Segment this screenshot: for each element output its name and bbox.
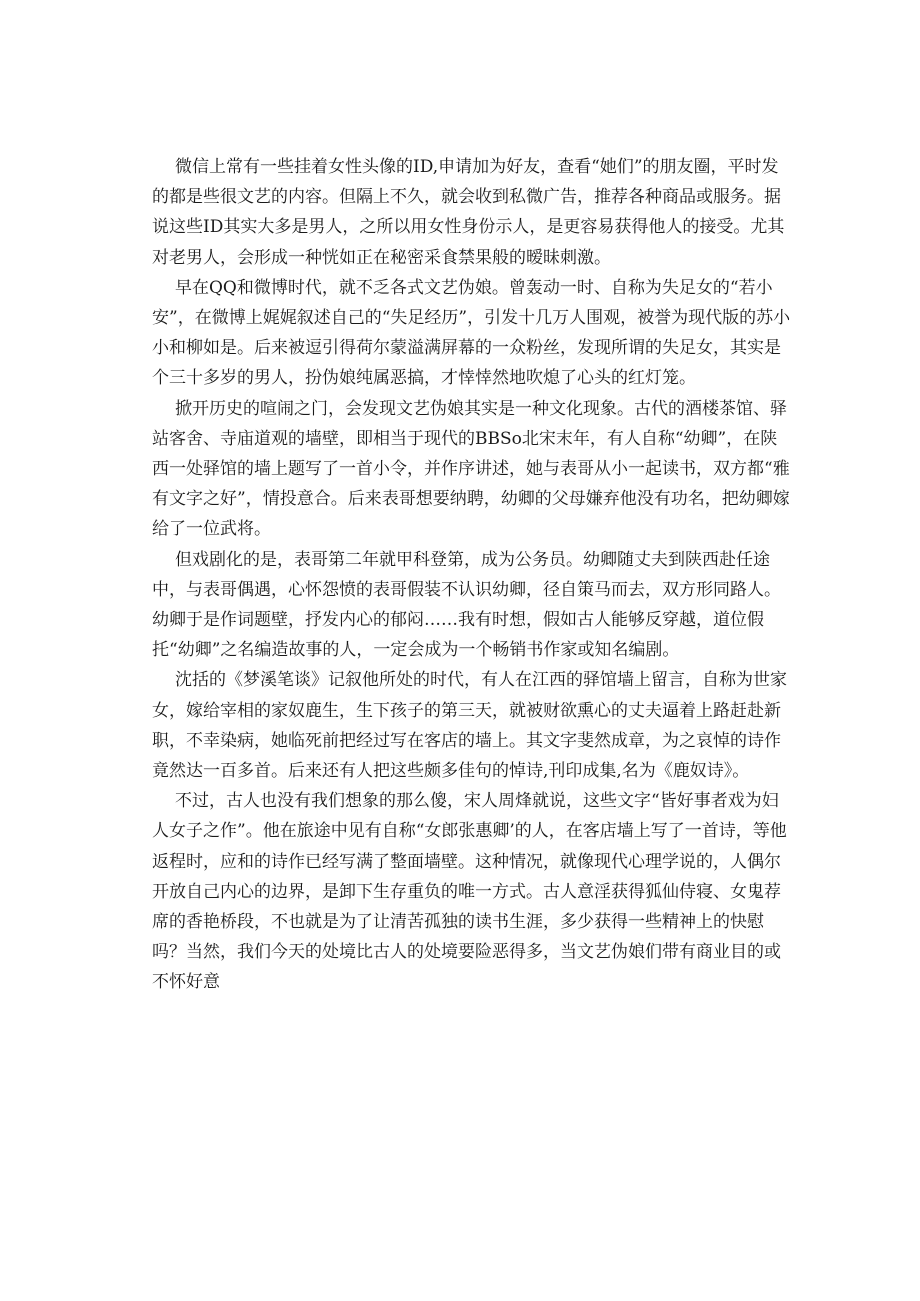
paragraph-4: 但戏剧化的是，表哥第二年就甲科登第，成为公务员。幼卿随丈夫到陕西赴任途中，与表哥偶遇，心怀怨愤的表哥假装不认识幼卿，径自策马而去，双方形同路人。幼卿于是作词题壁，抒发内心的郁闷……我有时想，假如古人能够反穿越，道位假托“幼卿”之名编造故事的人，一定会成为一个畅销书作家或知名编剧。 bbox=[152, 549, 781, 661]
paragraph-1: 微信上常有一些挂着女性头像的ID,申请加为好友，查看“她们”的朋友圈，平时发的都是些很文艺的内容。但隔上不久，就会收到私微广告，推荐各种商品或服务。据说这些ID其实大多是男人，之所以用女性身份示人，是更容易获得他人的接受。尤其对老男人，会形成一种恍如正在秘密采食禁果般的暧昧刺激。 bbox=[152, 157, 785, 268]
article-body bbox=[152, 152, 792, 998]
paragraph-2: 早在QQ和微博时代，就不乏各式文艺伪娘。曾轰动一时、自称为失足女的“若小安”，在微博上娓娓叙述自己的“失足经历”，引发十几万人围观，被誉为现代版的苏小小和柳如是。后来被逗引得荷尔蒙溢满屏幕的一众粉丝，发现所谓的失足女，其实是个三十多岁的男人，扮伪娘纯属恶搞，才悻悻然地吹熄了心头的红灯笼。 bbox=[152, 277, 791, 389]
paragraph-6: 不过，古人也没有我们想象的那么傻，宋人周烽就说，这些文字“皆好事者戏为妇人女子之作”。他在旅途中见有自称“女郎张惠卿’的人，在客店墙上写了一首诗，等他返程时，应和的诗作已经写满了整面墙壁。这种情况，就像现代心理学说的，人偶尔开放自己内心的边界，是卸下生存重负的唯一方式。古人意淫获得狐仙侍寝、女鬼荐席的香艳桥段，不也就是为了让清苦孤独的读书生涯，多少获得一些精神上的快慰吗？当然，我们今天的处境比古人的处境要险恶得多，当文艺伪娘们带有商业目的或不怀好意 bbox=[152, 791, 787, 993]
paragraph-5: 沈括的《梦溪笔谈》记叙他所处的时代，有人在江西的驿馆墙上留言，自称为世家女，嫁给宰相的家奴鹿生，生下孩子的第三天，就被财欲熏心的丈夫逼着上路赶赴新职，不幸染病，她临死前把经过写在客店的墙上。其文字斐然成章，为之哀悼的诗作竟然达一百多首。后来还有人把这些颇多佳句的悼诗,刊印成集,名为《鹿奴诗》。 bbox=[152, 670, 787, 782]
paragraph-3: 掀开历史的喧闹之门，会发现文艺伪娘其实是一种文化现象。古代的酒楼茶馆、驿站客舍、寺庙道观的墙壁，即相当于现代的BBSo北宋末年，有人自称“幼卿”，在陕西一处驿馆的墙上题写了一首小令，并作序讲述，她与表哥从小一起读书，双方都“雅有文字之好”，情投意合。后来表哥想要纳聘，幼卿的父母嫌弃他没有功名，把幼卿嫁给了一位武将。 bbox=[152, 398, 790, 540]
